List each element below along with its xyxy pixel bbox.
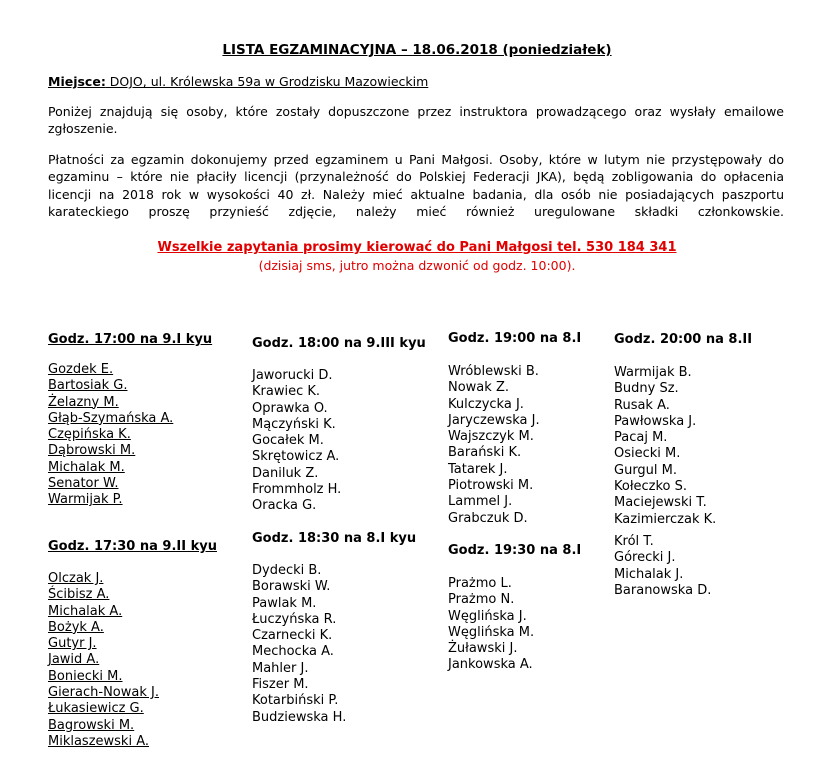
group-list-2000	[614, 365, 716, 528]
participant-name: Gurgul M.	[614, 462, 678, 478]
participant-name: Michalak A.	[48, 603, 123, 619]
group-list-1800	[252, 368, 341, 515]
participant-name: Gocałek M.	[252, 433, 324, 449]
participant-name: Oprawka O.	[252, 400, 328, 416]
participant-name: Barański K.	[448, 445, 522, 461]
participant-name: Mahler J.	[252, 660, 309, 676]
participant-name: Prażmo N.	[448, 592, 515, 608]
participant-name: Dydecki B.	[252, 563, 322, 578]
participant-name: Żelazny M.	[48, 394, 119, 410]
group-title-1830: Godz. 18:30 na 8.I kyu	[252, 531, 417, 546]
participant-name: Grabczuk D.	[448, 510, 528, 526]
participant-name: Wajszczyk M.	[448, 429, 534, 445]
participant-name: Jankowska A.	[448, 657, 533, 673]
participant-name: Kulczycka J.	[448, 396, 524, 412]
location-value: DOJO, ul. Królewska 59a w Grodzisku Mazowieckim	[105, 74, 429, 89]
participant-name: Pawlak M.	[252, 595, 317, 611]
participant-name: Łukasiewicz G.	[48, 701, 144, 717]
exam-location	[48, 73, 784, 90]
group-list-1830	[252, 563, 346, 726]
group-title-1800: Godz. 18:00 na 9.III kyu	[252, 336, 426, 351]
participant-name: Czępińska K.	[48, 427, 131, 443]
participant-name: Wróblewski B.	[448, 364, 539, 379]
participant-name: Kołeczko S.	[614, 479, 688, 495]
participant-name: Maciejewski T.	[614, 495, 707, 511]
participant-name: Jaryczewska J.	[448, 412, 540, 428]
group-title-1730: Godz. 17:30 na 9.II kyu	[48, 539, 217, 554]
participant-name: Węglińska J.	[448, 608, 527, 624]
participant-name: Budziewska H.	[252, 709, 347, 725]
participant-name: Głąb-Szymańska A.	[48, 410, 174, 426]
participant-name: Osiecki M.	[614, 446, 681, 462]
intro-paragraph: Poniżej znajdują się osoby, które zostały dopuszczone przez instruktora prowadzącego oraz wysłały emailowe zgłoszenie.	[48, 104, 784, 137]
group-title-1900: Godz. 19:00 na 8.I	[448, 331, 582, 346]
participant-name: Pacaj M.	[614, 430, 668, 446]
participant-name: Pawłowska J.	[614, 413, 697, 429]
participant-name: Dąbrowski M.	[48, 443, 136, 459]
group-list-1930	[448, 576, 534, 674]
participant-name: Gierach-Nowak J.	[48, 685, 159, 701]
participant-name: Mechocka A.	[252, 644, 334, 660]
group-title-1930: Godz. 19:30 na 8.I	[448, 543, 582, 558]
participant-name: Żuławski J.	[448, 641, 518, 657]
participant-name: Oracka G.	[252, 498, 317, 514]
participant-name: Czarnecki K.	[252, 628, 333, 644]
participant-name: Król T.	[614, 534, 654, 549]
contact-notice: Wszelkie zapytania prosimy kierować do Pani Małgosi tel. 530 184 341	[157, 240, 677, 255]
payment-paragraph: Płatności za egzamin dokonujemy przed egzaminem u Pani Małgosi. Osoby, które w lutym nie przystępowały do egzaminu – które nie płaciły licencji (przynależność do Polskiej Federacji JKA), będą zobligowania do opłacenia licencji na 2018 rok w wysokości 40 zł. Należy mieć aktualne badania, dla osób nie posiadających paszportu karateckiego proszę przynieść zdjęcie, należy mieć również uregulowane składki członkowskie.	[48, 152, 784, 219]
participant-name: Gozdek E.	[48, 362, 114, 377]
participant-name: Budny Sz.	[614, 381, 679, 397]
participant-name: Mączyński K.	[252, 416, 336, 432]
participant-name: Baranowska D.	[614, 582, 712, 598]
participant-name: Nowak Z.	[448, 380, 509, 396]
participant-name: Tatarek J.	[448, 461, 508, 477]
participant-name: Rusak A.	[614, 397, 670, 413]
participant-name: Frommholz H.	[252, 482, 342, 498]
group-title-2000: Godz. 20:00 na 8.II	[614, 332, 753, 347]
participant-name: Michalak M.	[48, 459, 125, 475]
participant-name: Krawiec K.	[252, 384, 321, 400]
participant-name: Fiszer M.	[252, 677, 309, 693]
participant-name: Lammel J.	[448, 494, 513, 510]
participant-name: Bagrowski M.	[48, 717, 135, 733]
participant-name: Olczak J.	[48, 571, 104, 586]
group-title-1700: Godz. 17:00 na 9.I kyu	[48, 332, 213, 347]
participant-name: Miklaszewski A.	[48, 733, 150, 749]
participant-name: Łuczyńska R.	[252, 611, 337, 627]
participant-name: Warmijak P.	[48, 492, 123, 508]
participant-name: Senator W.	[48, 476, 119, 492]
participant-name: Bożyk A.	[48, 619, 104, 635]
location-label: Miejsce:	[48, 74, 106, 89]
participant-name: Bartosiak G.	[48, 378, 128, 394]
participant-name: Kazimierczak K.	[614, 511, 717, 527]
participant-name: Gutyr J.	[48, 636, 97, 652]
contact-hours-note: (dzisiaj sms, jutro można dzwonić od godz. 10:00).	[258, 258, 576, 273]
participant-name: Borawski W.	[252, 579, 331, 595]
participant-name: Skrętowicz A.	[252, 449, 340, 465]
participant-name: Warmijak B.	[614, 365, 692, 380]
page-title: LISTA EGZAMINACYJNA – 18.06.2018 (poniedziałek)	[222, 42, 612, 58]
participant-name: Boniecki M.	[48, 668, 123, 684]
participant-name: Jaworucki D.	[252, 368, 333, 383]
group-list-1700	[48, 362, 173, 509]
participant-name: Jawid A.	[48, 652, 100, 668]
participant-name: Kotarbiński P.	[252, 693, 339, 709]
participant-name: Michalak J.	[614, 566, 684, 582]
participant-name: Daniluk Z.	[252, 465, 319, 481]
participant-name: Prażmo L.	[448, 576, 512, 591]
participant-name: Ścibisz A.	[48, 587, 110, 603]
participant-name: Górecki J.	[614, 550, 676, 566]
participant-name: Węglińska M.	[448, 624, 535, 640]
group-list-1900	[448, 364, 540, 527]
participant-name: Piotrowski M.	[448, 478, 534, 494]
group-list-1730	[48, 571, 159, 750]
group-list-2000-extra	[614, 534, 711, 599]
